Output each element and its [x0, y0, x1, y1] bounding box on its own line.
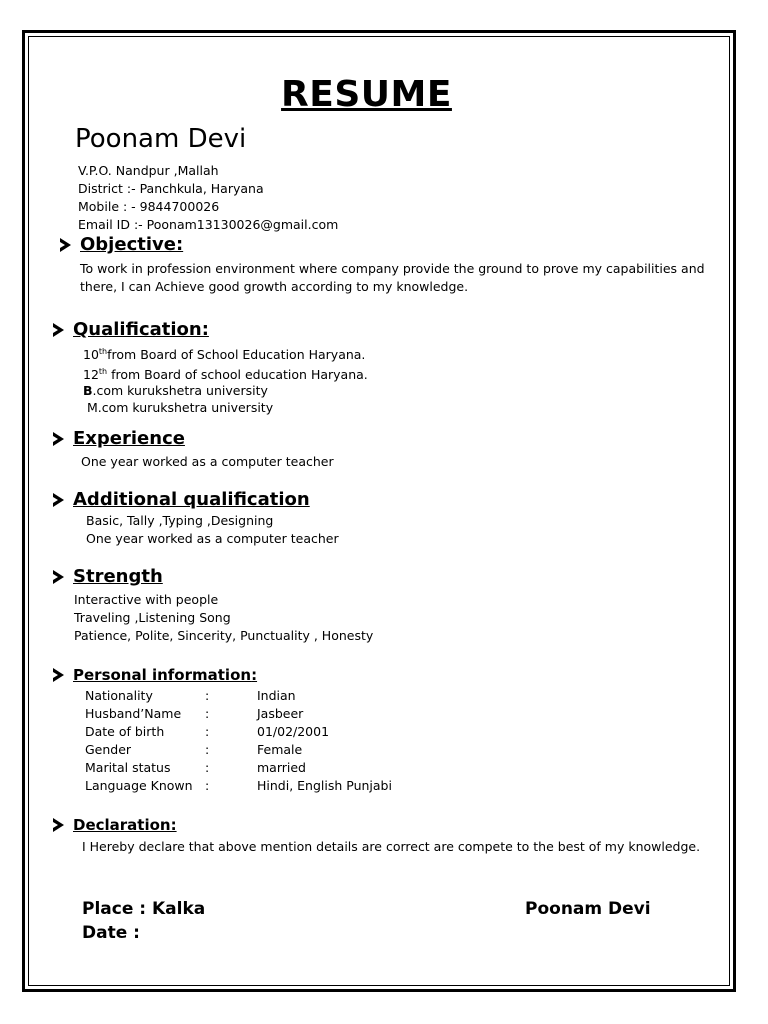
arrow-bullet-icon: [53, 493, 64, 507]
qualification-heading: Qualification:: [73, 319, 209, 340]
objective-heading: Objective:: [80, 234, 184, 255]
list-item: Basic, Tally ,Typing ,Designing: [86, 513, 274, 528]
qualification-list: [83, 344, 368, 416]
strength-heading-row: [53, 566, 163, 587]
list-item: Interactive with people: [74, 592, 219, 607]
contact-block: [78, 162, 338, 234]
experience-heading: Experience: [73, 428, 185, 449]
arrow-bullet-icon: [53, 818, 64, 832]
qualification-heading-row: [53, 319, 209, 340]
list-item: Patience, Polite, Sincerity, Punctuality , Honesty: [74, 628, 374, 643]
additional-heading-row: [53, 489, 310, 510]
personal-heading-colon: :: [251, 666, 258, 684]
declaration-heading: Declaration:: [73, 816, 177, 834]
list-item: B.com kurukshetra university: [83, 383, 268, 399]
arrow-bullet-icon: [53, 668, 64, 682]
list-item: M.com kurukshetra university: [83, 399, 274, 415]
strength-list: [74, 591, 373, 645]
table-row: Language Known : Hindi, English Punjabi: [85, 778, 392, 793]
list-item: One year worked as a computer teacher: [86, 531, 339, 546]
declaration-text: I Hereby declare that above mention details are correct are compete to the best of my knowledge.: [82, 839, 701, 854]
date-label: Date :: [82, 923, 140, 943]
additional-heading: Additional qualification: [73, 489, 310, 510]
email-line: Email ID :- Poonam13130026@gmail.com: [78, 217, 339, 232]
signature-name: Poonam Devi: [525, 899, 651, 919]
objective-heading-row: [60, 234, 183, 255]
experience-list: [81, 453, 334, 471]
list-item: 10thfrom Board of School Education Haryana.: [83, 347, 366, 363]
additional-list: [86, 512, 339, 548]
candidate-name: Poonam Devi: [75, 124, 247, 154]
list-item: One year worked as a computer teacher: [81, 454, 334, 469]
arrow-bullet-icon: [60, 238, 71, 252]
arrow-bullet-icon: [53, 570, 64, 584]
arrow-bullet-icon: [53, 432, 64, 446]
personal-heading: Personal information: [73, 666, 252, 684]
strength-heading: Strength: [73, 566, 163, 587]
personal-heading-row: [53, 666, 257, 684]
table-row: Husband’Name : Jasbeer: [85, 706, 304, 721]
arrow-bullet-icon: [53, 323, 64, 337]
resume-title: RESUME: [281, 74, 452, 115]
table-row: Gender : Female: [85, 742, 303, 757]
table-row: Marital status : married: [85, 760, 306, 775]
table-row: Date of birth : 01/02/2001: [85, 724, 330, 739]
declaration-heading-row: [53, 816, 177, 834]
place-label: Place : Kalka: [82, 899, 206, 919]
experience-heading-row: [53, 428, 185, 449]
table-row: Nationality : Indian: [85, 688, 296, 703]
district-line: District :- Panchkula, Haryana: [78, 181, 264, 196]
objective-text: To work in profession environment where company provide the ground to prove my capabilities and there, I can Achieve good growth according to my knowledge.: [80, 261, 705, 294]
mobile-line: Mobile : - 9844700026: [78, 199, 220, 214]
address-line: V.P.O. Nandpur ,Mallah: [78, 163, 219, 178]
list-item: 12th from Board of school education Haryana.: [83, 366, 368, 382]
personal-info-table: [85, 687, 392, 795]
list-item: Traveling ,Listening Song: [74, 610, 231, 625]
